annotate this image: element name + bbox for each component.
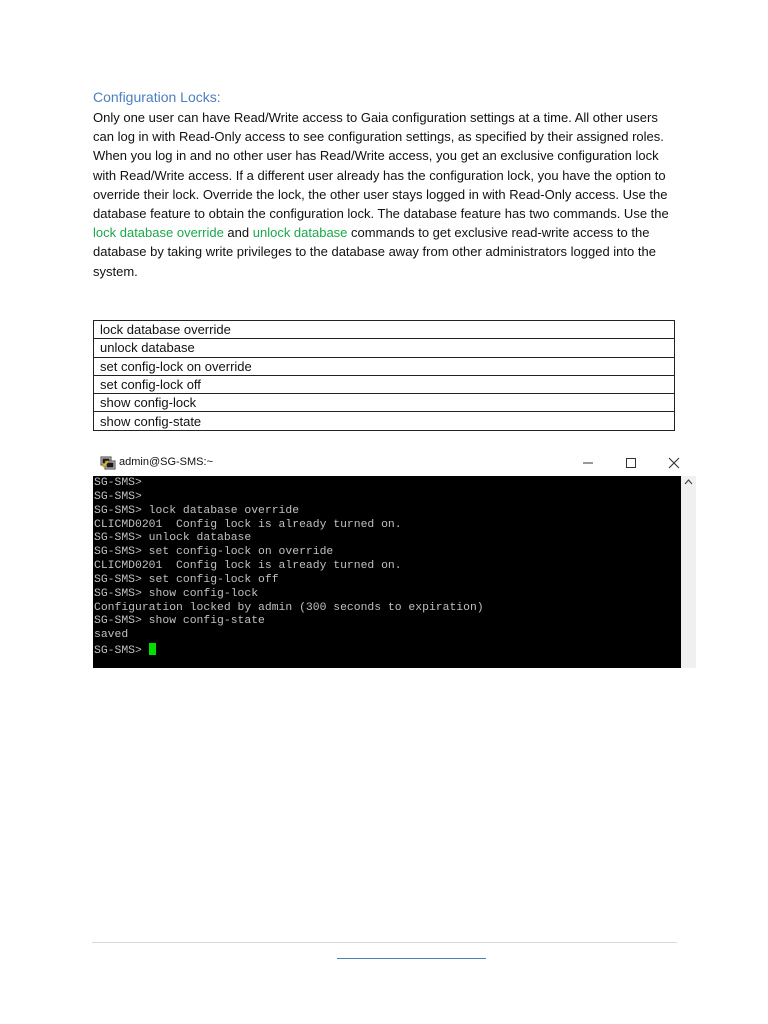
table-row bbox=[94, 321, 675, 339]
terminal-line: saved bbox=[94, 629, 129, 642]
command-cell: show config-lock bbox=[94, 394, 675, 412]
terminal-line: SG-SMS> set config-lock off bbox=[94, 573, 279, 586]
terminal-line: SG-SMS> show config-lock bbox=[94, 587, 259, 600]
body-paragraph bbox=[93, 108, 675, 281]
minimize-button[interactable] bbox=[568, 452, 608, 474]
paragraph-text: commands to get exclusive read-write access to the database by taking write privileges to the database away from other administrators logged into the system. bbox=[93, 225, 656, 279]
close-icon bbox=[668, 457, 680, 469]
terminal-line: CLICMD0201 Config lock is already turned on. bbox=[94, 518, 402, 531]
terminal-cursor bbox=[149, 643, 156, 655]
terminal-line: SG-SMS> unlock database bbox=[94, 532, 252, 545]
command-link-unlock-database[interactable]: unlock database bbox=[252, 225, 348, 241]
footer-divider bbox=[92, 942, 677, 943]
table-row bbox=[94, 339, 675, 357]
putty-terminal-icon bbox=[100, 456, 116, 470]
terminal-line: CLICMD0201 Config lock is already turned on. bbox=[94, 560, 402, 573]
terminal-line: Configuration locked by admin (300 seconds to expiration) bbox=[94, 601, 484, 614]
command-cell: lock database override bbox=[94, 321, 675, 339]
command-link-lock-database-override[interactable]: lock database override bbox=[93, 225, 224, 241]
terminal-prompt: SG-SMS> bbox=[94, 645, 149, 658]
terminal-line: SG-SMS> lock database override bbox=[94, 504, 300, 517]
terminal-line: SG-SMS> bbox=[94, 490, 142, 503]
terminal-line: SG-SMS> show config-state bbox=[94, 615, 265, 628]
terminal-line: SG-SMS> bbox=[94, 477, 142, 489]
footer-link-underline[interactable] bbox=[337, 958, 486, 959]
terminal-window[interactable] bbox=[93, 450, 696, 668]
table-row bbox=[94, 375, 675, 393]
table-row bbox=[94, 357, 675, 375]
command-cell: set config-lock off bbox=[94, 375, 675, 393]
paragraph-text: and bbox=[223, 225, 253, 241]
section-heading: Configuration Locks: bbox=[93, 89, 221, 105]
terminal-screen[interactable] bbox=[93, 476, 681, 668]
minimize-icon bbox=[582, 457, 594, 469]
maximize-icon bbox=[625, 457, 637, 469]
table-row bbox=[94, 394, 675, 412]
terminal-line: SG-SMS> set config-lock on override bbox=[94, 546, 334, 559]
scroll-up-icon[interactable] bbox=[684, 478, 693, 489]
command-cell: set config-lock on override bbox=[94, 357, 675, 375]
window-titlebar[interactable] bbox=[93, 450, 696, 476]
commands-table bbox=[93, 320, 675, 431]
terminal-prompt-line[interactable] bbox=[93, 643, 681, 657]
command-cell: show config-state bbox=[94, 412, 675, 430]
close-button[interactable] bbox=[654, 452, 694, 474]
window-title: admin@SG-SMS:~ bbox=[119, 456, 213, 468]
terminal-scrollbar[interactable] bbox=[681, 476, 696, 668]
command-cell: unlock database bbox=[94, 339, 675, 357]
maximize-button[interactable] bbox=[611, 452, 651, 474]
paragraph-text: Only one user can have Read/Write access to Gaia configuration settings at a time. All other users can log in with Read-Only access to see configuration settings, as specified by their assigned roles. When you log in and no other user has Read/Write access, you get an exclusive configuration lock with Read/Write access. If a different user already has the configuration lock, you have the option to override their lock. Override the lock, the other user stays logged in with Read-Only access. Use the database feature to obtain the configuration lock. The database feature has two commands. Use the bbox=[93, 110, 669, 222]
table-row bbox=[94, 412, 675, 430]
